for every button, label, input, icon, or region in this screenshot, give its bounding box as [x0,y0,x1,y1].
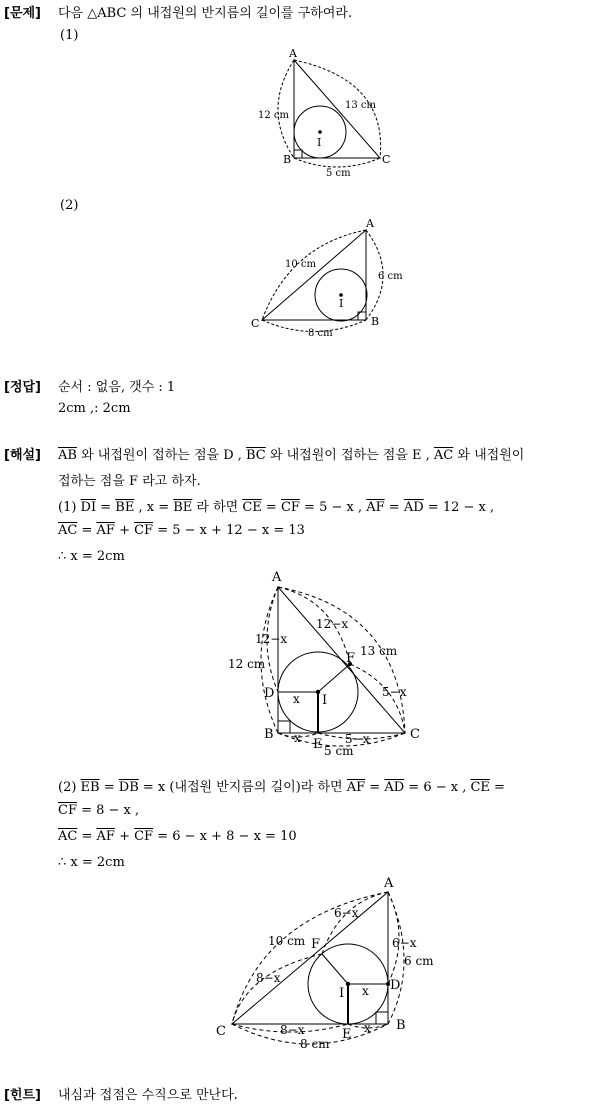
label-c: C [216,1024,226,1039]
solution-tag: [해설] [4,448,41,463]
radius-if [322,954,348,984]
label-d: D [264,686,275,701]
solution-line-5: ∴ x = 2cm [58,549,125,564]
length-ab: 6 cm [378,271,403,282]
label-e: E [342,1027,352,1042]
label-a: A [289,47,297,60]
length-ac: 13 cm [360,644,398,658]
figure-1 [0,40,591,230]
radius-if [318,664,350,692]
incenter-dot [346,982,350,986]
length-ac: 10 cm [268,934,306,948]
label-c: C [410,727,420,742]
segment-ad: 6−x [392,936,417,950]
segment-ce: 8−x [280,1023,305,1037]
answer-tag: [정답] [4,380,41,395]
length-bc: 8 cm [308,328,333,339]
problem-text: 다음 △ABC 의 내접원의 반지름의 길이를 구하여라. [58,6,353,21]
incenter-dot [318,130,322,134]
segment-ad: 12−x [255,632,288,646]
right-angle-mark [278,721,290,733]
length-ac: 10 cm [285,259,316,270]
triangle-abc [232,892,388,1024]
answer-line-2: 2cm ,: 2cm [58,401,131,416]
solution-line-7: $\overline{CF} = 8 - x$ , [58,803,140,818]
label-i: I [317,136,322,149]
label-c: C [382,153,391,166]
length-ab: 12 cm [258,110,289,121]
part1-label: (1) [60,28,79,43]
problem-tag: [문제] [4,6,41,21]
label-b: B [264,727,274,742]
label-f: F [311,937,321,952]
part2-label: (2) [60,198,79,213]
arc-ab [278,60,294,158]
label-e: E [313,737,323,752]
figure-2 [0,215,591,345]
label-a: A [366,217,374,230]
segment-di: x [293,692,300,706]
label-b: B [396,1018,406,1033]
label-i: I [339,986,345,1001]
figure-4 [0,872,591,1062]
label-a: A [272,570,282,585]
length-bc: 5 cm [326,168,351,179]
segment-ce: 5−x [345,732,370,746]
length-bc: 8 cm [300,1037,330,1051]
figure-3 [0,565,591,765]
solution-line-9: ∴ x = 2cm [58,855,125,870]
length-bc: 5 cm [324,744,354,758]
solution-line-6: (2) $\overline{EB} = \overline{DB} = x$ (내접원 반지름의 길이)라 하면 $\overline{AF} = \overline{AD} = 6 - x$ , $\overline{CE}$ = [58,780,505,795]
right-angle-mark [376,1012,388,1024]
solution-line-3: (1) $\overline{DI} = \overline{BE}$ , $x = \overline{BE}$ 라 하면 $\overline{CE} = \overline{CF} = 5 - x$ , $\overline{AF} = \overline{AD} = 12 - x$ , [58,500,495,515]
label-b: B [371,315,380,328]
length-ab: 6 cm [404,954,434,968]
solution-line-8: $\overline{AC} = \overline{AF} + \overline{CF} = 6 - x + 8 - x = 10$ [58,829,297,844]
label-b: B [283,153,292,166]
segment-af: 6−x [334,906,359,920]
solution-line-2: 접하는 점을 F 라고 하자. [58,474,201,489]
label-a: A [384,876,394,891]
incenter-dot [316,690,320,694]
answer-line-1: 순서 : 없음, 갯수 : 1 [58,380,176,395]
label-i: I [322,693,328,708]
length-ab: 12 cm [228,657,266,671]
solution-line-4: $\overline{AC} = \overline{AF} + \overline{CF} = 5 - x + 12 - x = 13$ [58,523,305,538]
label-d: D [390,978,401,993]
segment-id: x [362,984,369,998]
label-i: I [339,297,344,310]
triangle-abc [262,230,366,320]
hint-tag: [힌트] [4,1088,41,1103]
segment-af: 12−x [316,617,349,631]
right-angle-mark [294,150,302,158]
label-f: F [346,651,356,666]
segment-be: x [294,731,301,745]
hint-text: 내심과 접점은 수직으로 만난다. [58,1088,238,1103]
segment-eb: x [364,1021,371,1035]
length-ac: 13 cm [345,100,376,111]
solution-line-1: $\overline{AB}$ 와 내접원이 접하는 점을 D , $\overline{BC}$ 와 내접원이 접하는 점을 E , $\overline{AC}$ 와 내접원이 [58,448,525,463]
arc-bc [294,158,380,167]
segment-cf: 8−x [256,971,281,985]
label-c: C [251,317,260,330]
segment-fc: 5−x [382,685,407,699]
